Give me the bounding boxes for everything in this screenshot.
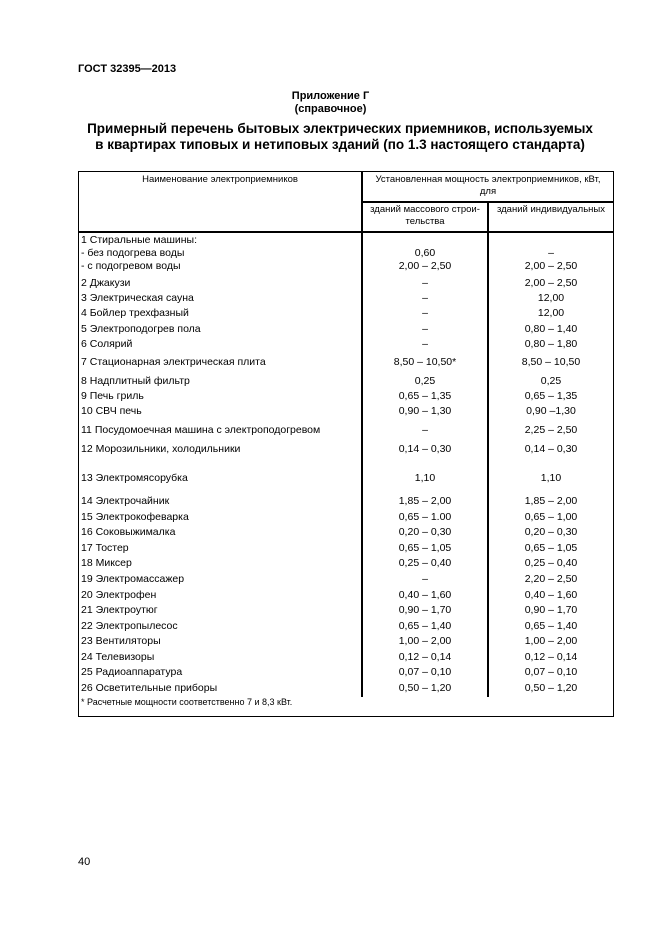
annex-label: Приложение Г: [291, 90, 370, 102]
annex-title-line2: в квартирах типовых и нетиповых зданий (по 1.3 настоящего стандарта): [95, 137, 585, 152]
annex-title-line1: Примерный перечень бытовых электрических приемников, используемых: [87, 121, 593, 136]
page-number: 40: [78, 856, 91, 868]
appliance-power-table: Наименование электроприемников Установленная мощность электроприемников, кВт, для зданий массового строи- тельства зданий индивидуальных 1 Стиральные машины: - без подогрева воды 0,60 – - с подогревом воды 2,00 – 2,50 2,00 – 2,50 2 Джакузи – 2,00 – 2,50 3 Электрическая сауна – 12,00 4 Бойлер трехфазный – 12,00 5 Электроподогрев пола – 0,80 – 1,40 6 Солярий – 0,80 – 1,80 7 Стационарная электрическая плита 8,50 – 10,50* 8,50 – 10,50 8 Надплитный фильтр 0,25 0,25 9 Печь гриль 0,65 – 1,35 0,65 – 1,35 10 СВЧ печь 0,90 – 1,30 0,90 –1,30 11 Посудомоечная машина с электроподогревом – 2,25 – 2,50 12 Морозильники, холодильники 0,14 – 0,30 0,14 – 0,30 13 Электромясорубка 1,10 1,10 14 Электрочайник 1,85 – 2,00 1,85 – 2,00 15 Электрокофеварка 0,65 – 1.00 0,65 – 1,00 16 Соковыжималка 0,20 – 0,30 0,20 – 0,30 17 Тостер 0,65 – 1,05 0,65 – 1,05 18 Миксер 0,25 – 0,40 0,25 – 0,40 19 Электромассажер – 2,20 – 2,50 20 Электрофен 0,40 – 1,60 0,40 – 1,60 21 Электроутюг 0,90 – 1,70 0,90 – 1,70 22 Электропылесос 0,65 – 1,40 0,65 – 1,40 23 Вентиляторы 1,00 – 2,00 1,00 – 2,00 24 Телевизоры 0,12 – 0,14 0,12 – 0,14 25 Радиоаппаратура 0,07 – 0,10 0,07 – 0,10 26 Осветительные приборы 0,50 – 1,20 0,50 – 1,20 * Расчетные мощности соответственно 7 и 8,3 кВт.: [78, 171, 614, 717]
table-footnote: * Расчетные мощности соответственно 7 и 8,3 кВт.: [81, 697, 293, 707]
annex-title: [40, 121, 640, 153]
annex-type: (справочное): [294, 103, 367, 115]
standard-id: ГОСТ 32395—2013: [78, 63, 177, 75]
column-header-power-group: Установленная мощность электроприемников, кВт, для: [375, 174, 601, 197]
subheader-divider: [361, 201, 613, 203]
column-header-name: Наименование электроприемников: [142, 174, 298, 185]
column-header-mass-construction: зданий массового строи- тельства: [370, 204, 480, 227]
column-header-individual: зданий индивидуальных: [496, 204, 606, 215]
annex-heading: [0, 90, 661, 116]
header-bottom-divider: [79, 231, 613, 233]
